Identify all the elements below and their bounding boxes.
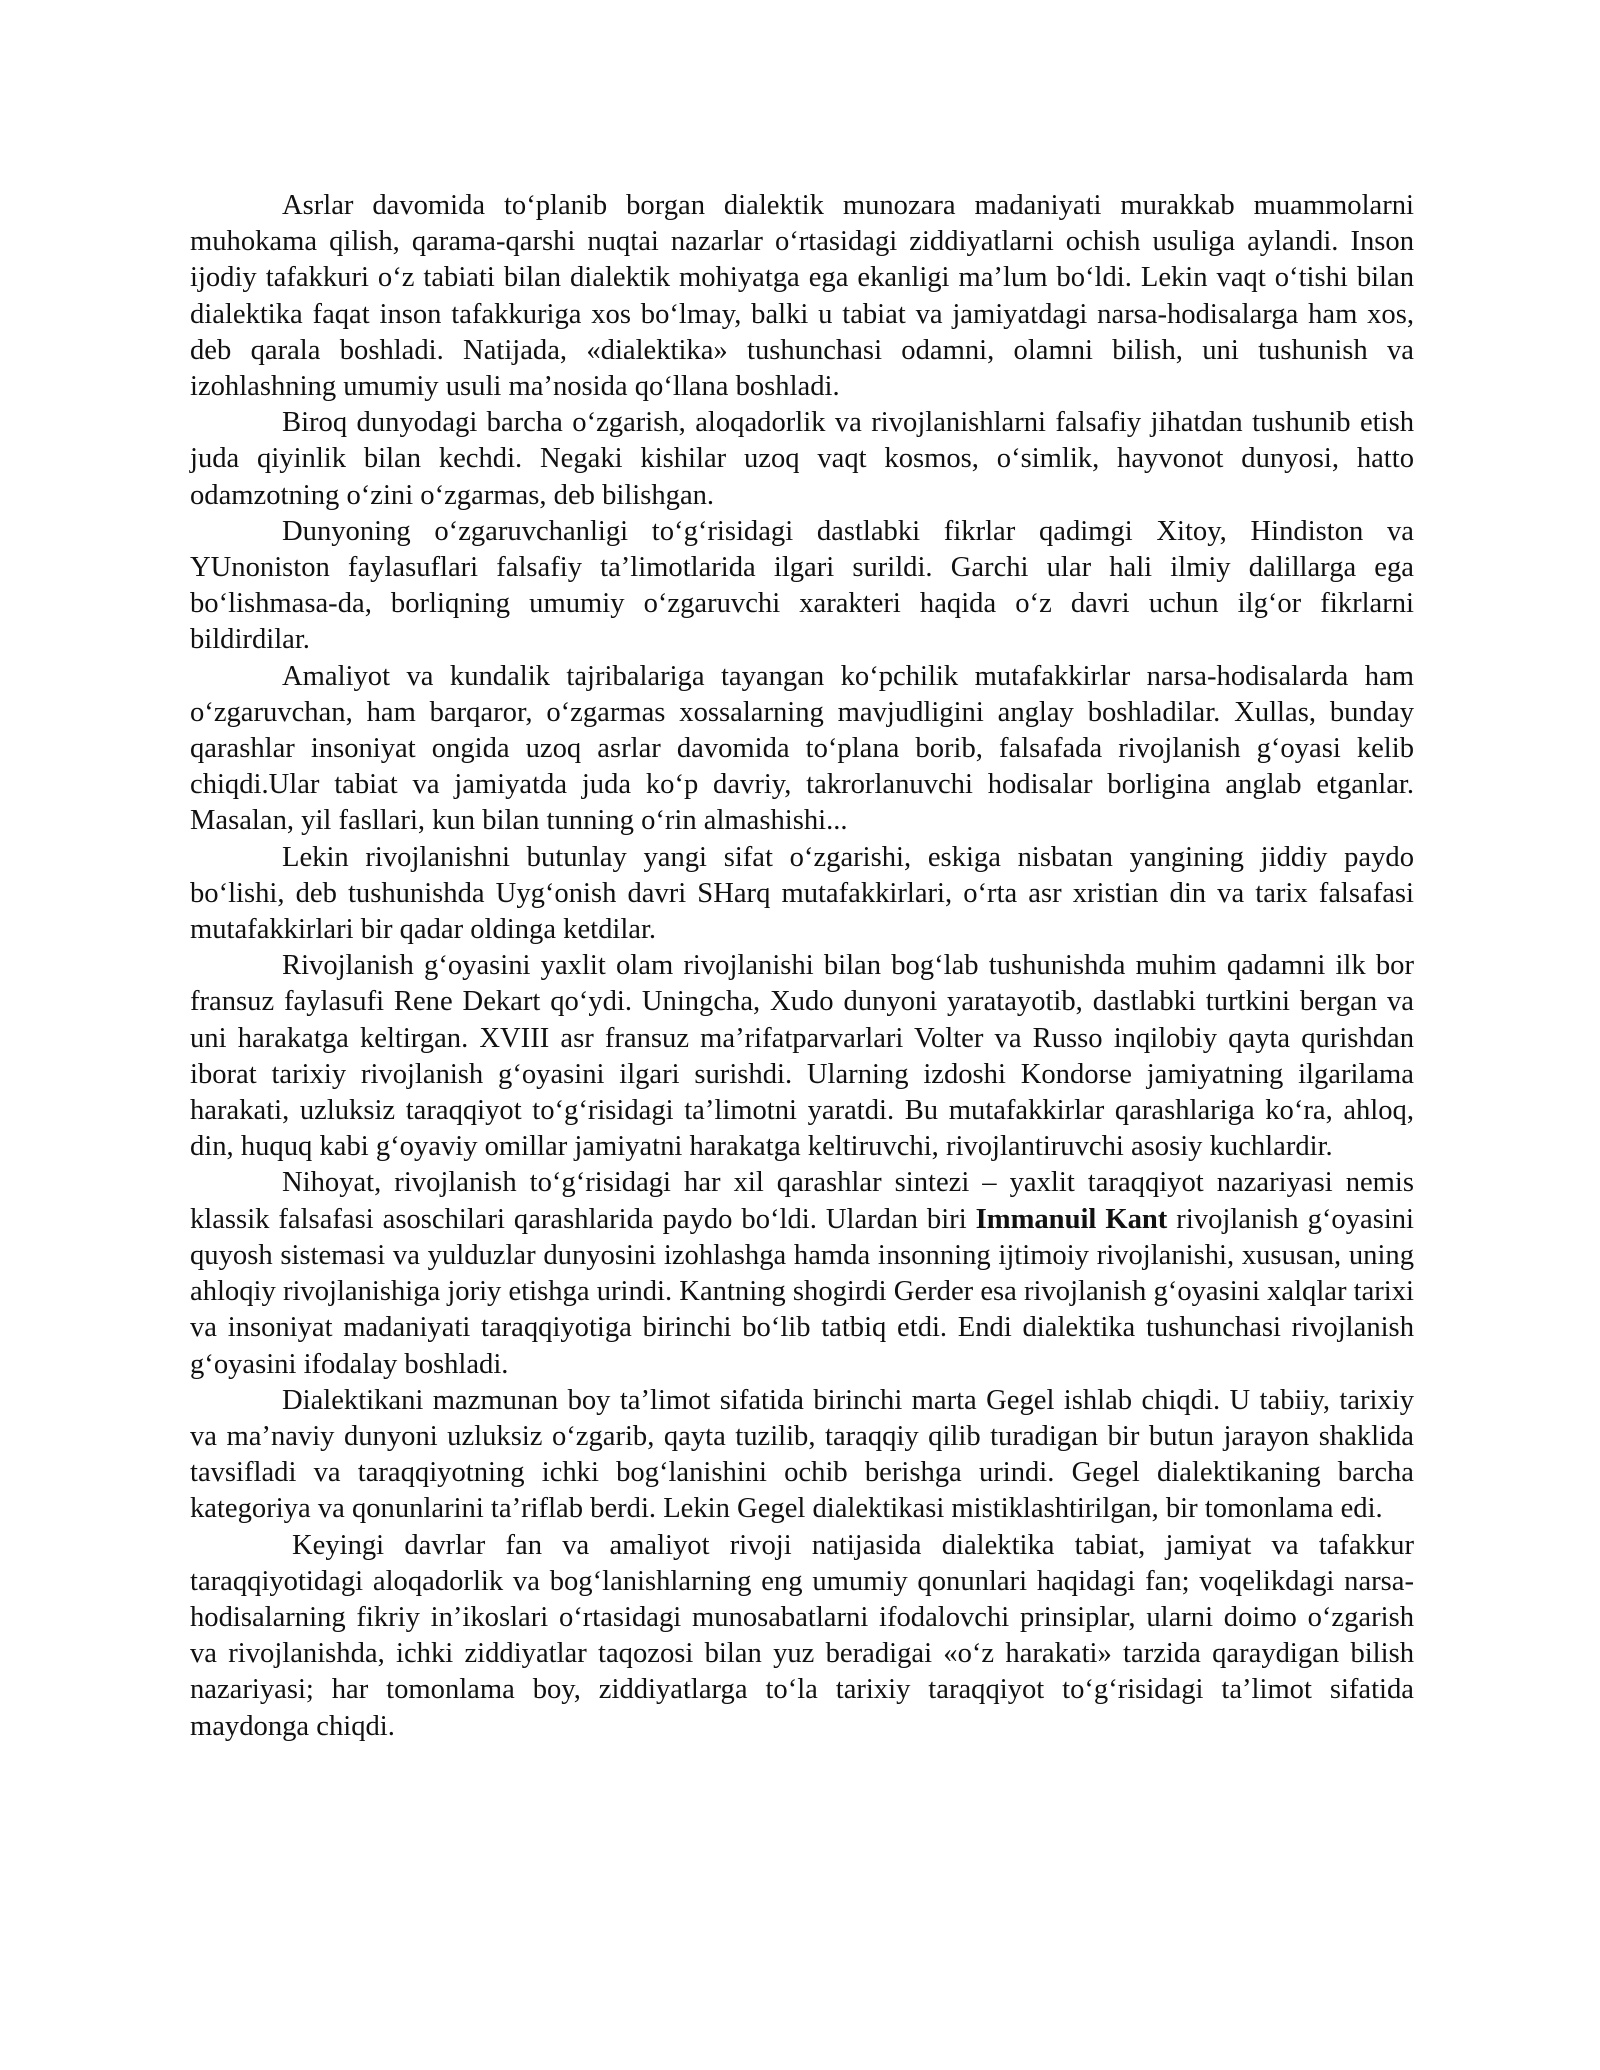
kant-text-before: Nihoyat, rivojlanish to‘g‘risidagi har xil qarashlar sintezi – yaxlit taraqqiyot nazariyasi nemis klassik falsafasi asoschilari qarashlarida paydo bo‘ldi. Ulardan biri (190, 1167, 1414, 1235)
paragraph-dialectic-culture: Asrlar davomida to‘planib borgan dialektik munozara madaniyati murakkab muammolarni muhokama qilish, qarama-qarshi nuqtai nazarlar o‘rtasidagi ziddiyatlarni ochish usuliga aylandi. Inson ijodiy tafakkuri o‘z tabiati bilan dialektik mohiyatga ega ekanligi ma’lum bo‘ldi. Lekin vaqt o‘tishi bilan dialektika faqat inson tafakkuriga xos bo‘lmay, balki u tabiat va jamiyatdagi narsa-hodisalarga ham xos, deb qarala boshladi. Natijada, «dialektika» tushunchasi odamni, olamni bilish, uni tushunish va izohlashning umumiy usuli ma’nosida qo‘llana boshladi. (190, 190, 1414, 403)
kant-text-after: rivojlanish g‘oyasini quyosh sistemasi va yulduzlar dunyosini izohlashga hamda insonning ijtimoiy rivojlanishi, xususan, uning ahloqiy rivojlanishiga joriy etishga urindi. Kantning shogirdi Gerder esa rivojlanish g‘oyasini xalqlar tarixi va insoniyat madaniyati taraqqiyotiga birinchi bo‘lib tatbiq etdi. Endi dialektika tushunchasi rivojlanish g‘oyasini ifodalay boshladi. (190, 1203, 1415, 1380)
paragraph-renaissance: Lekin rivojlanishni butunlay yangi sifat o‘zgarishi, eskiga nisbatan yangining jiddiy paydo bo‘lishi, deb tushunishda Uyg‘onish davri SHarq mutafakkirlari, o‘rta asr xristian din va tarix falsafasi mutafakkirlari bir qadar oldinga ketdilar. (190, 841, 1414, 946)
paragraph-dekart: Rivojlanish g‘oyasini yaxlit olam rivojlanishi bilan bog‘lab tushunishda muhim qadamni ilk bor fransuz faylasufi Rene Dekart qo‘ydi. Uningcha, Xudo dunyoni yaratayotib, dastlabki turtkini bergan va uni harakatga keltirgan. XVIII asr fransuz ma’rifatparvarlari Volter va Russo inqilobiy qayta qurishdan iborat tarixiy rivojlanish g‘oyasini ilgari surishdi. Ularning izdoshi Kondorse jamiyatning ilgarilama harakati, uzluksiz taraqqiyot to‘g‘risidagi ta’limotni yaratdi. Bu mutafakkirlar qarashlariga ko‘ra, ahloq, din, huquq kabi g‘oyaviy omillar jamiyatni harakatga keltiruvchi, rivojlantiruvchi asosiy kuchlardir. (190, 950, 1414, 1163)
paragraph-kant (190, 1165, 1414, 1382)
paragraph-later-periods: Keyingi davrlar fan va amaliyot rivoji natijasida dialektika tabiat, jamiyat va tafakkur taraqqiyotidagi aloqadorlik va bog‘lanishlarning eng umumiy qonunlari haqidagi fan; voqelikdagi narsa-hodisalarning fikriy in’ikoslari o‘rtasidagi munosabatlarni ifodalovchi prinsiplar, ularni doimo o‘zgarish va rivojlanishda, ichki ziddiyatlar taqozosi bilan yuz beradigai «o‘z harakati» tarzida qaraydigan bilish nazariyasi; har tomonlama boy, ziddiyatlarga to‘la tarixiy taraqqiyot to‘g‘risidagi ta’limot sifatida maydonga chiqdi. (190, 1529, 1414, 1742)
document-page (190, 188, 1414, 1745)
paragraph-practice-experience: Amaliyot va kundalik tajribalariga tayangan ko‘pchilik mutafakkirlar narsa-hodisalarda ham o‘zgaruvchan, ham barqaror, o‘zgarmas xossalarning mavjudligini anglay boshladilar. Xullas, bunday qarashlar insoniyat ongida uzoq asrlar davomida to‘plana borib, falsafada rivojlanish g‘oyasi kelib chiqdi.Ular tabiat va jamiyatda juda ko‘p davriy, takrorlanuvchi hodisalar borligina anglab etganlar. Masalan, yil fasllari, kun bilan tunning o‘rin almashishi... (190, 660, 1414, 837)
paragraph-ancient-thinkers: Dunyoning o‘zgaruvchanligi to‘g‘risidagi dastlabki fikrlar qadimgi Xitoy, Hindiston va YUnoniston faylasuflari falsafiy ta’limotlarida ilgari surildi. Garchi ular hali ilmiy dalillarga ega bo‘lishmasa-da, borliqning umumiy o‘zgaruvchi xarakteri haqida o‘z davri uchun ilg‘or fikrlarni bildirdilar. (190, 515, 1414, 656)
paragraph-world-changes: Biroq dunyodagi barcha o‘zgarish, aloqadorlik va rivojlanishlarni falsafiy jihatdan tushunib etish juda qiyinlik bilan kechdi. Negaki kishilar uzoq vaqt kosmos, o‘simlik, hayvonot dunyosi, hatto odamzotning o‘zini o‘zgarmas, deb bilishgan. (190, 407, 1414, 511)
kant-name-bold: Immanuil Kant (975, 1203, 1168, 1235)
paragraph-hegel: Dialektikani mazmunan boy ta’limot sifatida birinchi marta Gegel ishlab chiqdi. U tabiiy, tarixiy va ma’naviy dunyoni uzluksiz o‘zgarib, qayta tuzilib, taraqqiy qilib turadigan bir butun jarayon shaklida tavsifladi va taraqqiyotning ichki bog‘lanishini ochib berishga urindi. Gegel dialektikaning barcha kategoriya va qonunlarini ta’riflab berdi. Lekin Gegel dialektikasi mistiklashtirilgan, bir tomonlama edi. (190, 1384, 1414, 1525)
